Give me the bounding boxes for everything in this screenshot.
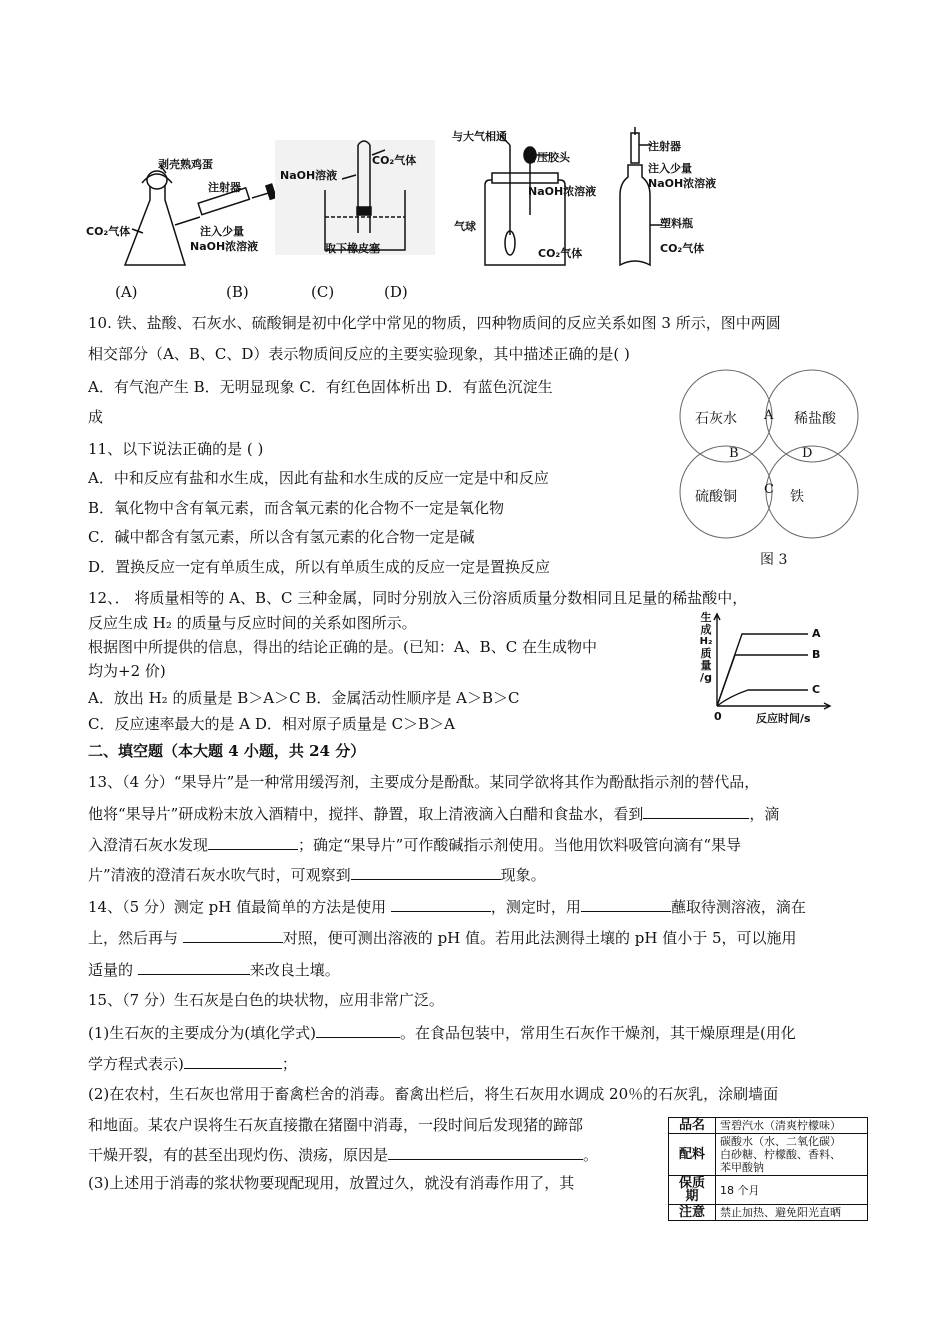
q15-blank-1[interactable] <box>316 1023 400 1038</box>
apparatus-figure <box>80 125 770 275</box>
table-row <box>669 1118 868 1134</box>
ylabel-char: /g <box>700 671 712 684</box>
q13-blank-1[interactable] <box>643 804 749 819</box>
q14-line-2-text: 上，然后再与 <box>88 929 179 947</box>
q14-line-1-text: 14、（5 分）测定 pH 值最简单的方法是使用 <box>88 898 387 916</box>
product-caution-header: 注意 <box>669 1205 716 1221</box>
venn-circle-cuso4: 硫酸铜 <box>695 489 737 505</box>
product-ingredients-value <box>716 1134 868 1176</box>
q14-blank-3[interactable] <box>183 928 283 943</box>
product-name-value: 雪碧汽水（清爽柠檬味） <box>716 1118 868 1134</box>
product-caution-value: 禁止加热、避免阳光直晒 <box>716 1205 868 1221</box>
series-c-label: C <box>812 683 821 696</box>
q13-line-1: 13、（4 分）“果导片”是一种常用缓泻剂，主要成分是酚酞。某同学欲将其作为酚酞指示剂的替代品， <box>88 773 760 791</box>
label-inject-a2: NaOH浓溶液 <box>190 240 259 253</box>
venn-region-d: D <box>802 446 813 461</box>
venn-region-b: B <box>729 446 739 461</box>
q14-blank-4[interactable] <box>138 960 250 975</box>
q15-blank-3[interactable] <box>388 1145 583 1160</box>
q13-blank-2[interactable] <box>208 835 298 850</box>
h2-graph <box>690 610 840 725</box>
q10-stem-2: 相交部分（A、B、C、D）表示物质间反应的主要实验现象，其中描述正确的是( ) <box>88 345 630 363</box>
venn-diagram <box>678 368 862 580</box>
q14-line-2 <box>88 928 797 947</box>
label-remove-b: 取下橡皮塞 <box>325 242 380 255</box>
h2-graph-origin: 0 <box>714 710 722 723</box>
q15-line-7: (3)上述用于消毒的浆状物要现配现用，放置过久，就没有消毒作用了，其 <box>88 1174 575 1192</box>
q12-stem-2: 反应生成 H₂ 的质量与反应时间的关系如图所示。 <box>88 614 417 632</box>
q15-line-4: (2)在农村，生石灰也常用于畜禽栏舍的消毒。畜禽出栏后，将生石灰用水调成 20％的石灰乳，涂刷墙面 <box>88 1085 779 1103</box>
q13-line-4 <box>88 865 546 884</box>
q11-stem: 11、以下说法正确的是 ( ) <box>88 440 264 458</box>
q15-blank-2[interactable] <box>184 1054 282 1069</box>
label-co2-b: CO₂气体 <box>372 154 417 167</box>
q15-line-3-text: 学方程式表示) <box>88 1055 184 1073</box>
ylabel-char: 质 <box>700 647 712 660</box>
ylabel-char: 成 <box>700 623 712 636</box>
q13-line-3-text: 入澄清石灰水发现 <box>88 836 209 854</box>
ingredients-line-2: 白砂糖、柠檬酸、香料、 <box>720 1148 841 1161</box>
q11-option-a: A．中和反应有盐和水生成，因此有盐和水生成的反应一定是中和反应 <box>88 469 549 487</box>
product-name-header: 品名 <box>669 1118 716 1134</box>
q14-line-3-text: 适量的 <box>88 961 134 979</box>
q13-line-2-tail: ，滴 <box>749 805 780 823</box>
q13-line-4-tail: 现象。 <box>500 866 546 884</box>
label-syringe-d: 注射器 <box>648 140 681 153</box>
venn-region-a: A <box>764 408 774 423</box>
h2-graph-ylabel <box>698 612 714 684</box>
q14-line-2-tail: 对照，便可测出溶液的 pH 值。若用此法测得土壤的 pH 值小于 5，可以施用 <box>282 929 797 947</box>
q12-stem-3: 根据图中所提供的信息，得出的结论正确的是。(已知：A、B、C 在生成物中 <box>88 638 597 656</box>
q15-line-3-tail: ； <box>281 1055 297 1073</box>
label-balloon-c: 气球 <box>454 220 476 233</box>
venn-circle-hcl: 稀盐酸 <box>794 411 836 427</box>
q15-line-2-tail: 。在食品包装中，常用生石灰作干燥剂，其干燥原理是(用化 <box>399 1024 796 1042</box>
q12-options-1: A．放出 H₂ 的质量是 B＞A＞C B．金属活动性顺序是 A＞B＞C <box>88 689 520 707</box>
q15-line-6-text: 干燥开裂，有的甚至出现灼伤、溃疡，原因是 <box>88 1146 389 1164</box>
label-syringe-a: 注射器 <box>208 181 241 194</box>
q12-stem-4: 均为+2 价) <box>88 662 166 680</box>
venn-circles <box>678 368 862 548</box>
q12-stem-1: 12、． 将质量相等的 A、B、C 三种金属，同时分别放入三份溶质质量分数相同且足量的稀盐酸中， <box>88 589 748 607</box>
label-squeeze-c: 挤压胶头 <box>526 151 570 164</box>
q13-line-3 <box>88 835 741 854</box>
series-a-label: A <box>812 627 821 640</box>
q10-stem-1: 10. 铁、盐酸、石灰水、硫酸铜是初中化学中常见的物质，四种物质间的反应关系如图 3 所示，图中两圆 <box>88 314 781 332</box>
venn-circle-limewater: 石灰水 <box>695 411 737 427</box>
ylabel-char: 生 <box>700 611 712 624</box>
q14-blank-2[interactable] <box>581 897 671 912</box>
series-a-line <box>717 634 808 706</box>
product-shelf-life-header: 保质期 <box>669 1176 716 1205</box>
label-co2-c: CO₂气体 <box>538 247 583 260</box>
ingredients-line-3: 苯甲酸钠 <box>720 1161 764 1174</box>
venn-region-c: C <box>764 482 774 497</box>
q15-line-6-tail: 。 <box>583 1146 599 1164</box>
apparatus-label-a: (A) <box>115 283 138 301</box>
section-2-heading: 二、填空题（本大题 4 小题，共 24 分） <box>88 742 366 760</box>
q14-line-1-mid: ，测定时，用 <box>490 898 581 916</box>
apparatus-label-b: (B) <box>226 283 249 301</box>
apparatus-label-d: (D) <box>384 283 408 301</box>
q15-line-6 <box>88 1145 598 1164</box>
table-row <box>669 1176 868 1205</box>
q13-line-2 <box>88 804 779 823</box>
q10-options-cont: 成 <box>88 408 104 426</box>
product-label-table <box>668 1117 868 1221</box>
q10-options: A．有气泡产生 B．无明显现象 C．有红色固体析出 D．有蓝色沉淀生 <box>88 378 553 396</box>
venn-circle-iron: 铁 <box>790 489 804 505</box>
product-ingredients-header: 配料 <box>669 1134 716 1176</box>
apparatus-label-c: (C) <box>311 283 335 301</box>
label-naoh-c: NaOH浓溶液 <box>528 185 597 198</box>
q13-line-3-tail: ；确定“果导片”可作酸碱指示剂使用。当他用饮料吸管向滴有“果导 <box>298 836 742 854</box>
q12-options-2: C．反应速率最大的是 A D．相对原子质量是 C＞B＞A <box>88 715 455 733</box>
q15-line-2 <box>88 1023 796 1042</box>
q13-line-2-text: 他将“果导片”研成粉末放入酒精中，搅拌、静置，取上清液滴入白醋和食盐水，看到 <box>88 805 644 823</box>
table-row <box>669 1205 868 1221</box>
q14-line-1-tail: 蘸取待测溶液，滴在 <box>670 898 806 916</box>
series-c-line <box>717 690 808 706</box>
q11-option-d: D．置换反应一定有单质生成，所以有单质生成的反应一定是置换反应 <box>88 558 551 576</box>
venn-caption: 图 3 <box>760 552 788 568</box>
label-co2-a: CO₂气体 <box>86 225 131 238</box>
q15-line-3 <box>88 1054 297 1073</box>
q14-line-1 <box>88 897 806 916</box>
q11-option-b: B．氧化物中含有氧元素，而含氧元素的化合物不一定是氧化物 <box>88 499 505 517</box>
q14-line-3-tail: 来改良土壤。 <box>249 961 340 979</box>
q15-line-1: 15、（7 分）生石灰是白色的块状物，应用非常广泛。 <box>88 991 444 1009</box>
label-egg: 剥壳熟鸡蛋 <box>158 158 213 171</box>
label-inject-d2: NaOH浓溶液 <box>648 177 717 190</box>
label-bottle-d: 塑料瓶 <box>660 217 693 230</box>
table-row <box>669 1134 868 1176</box>
q15-line-2-text: (1)生石灰的主要成分为(填化学式) <box>88 1024 316 1042</box>
q15-line-5: 和地面。某农户误将生石灰直接撒在猪圈中消毒，一段时间后发现猪的蹄部 <box>88 1116 584 1134</box>
h2-graph-xlabel: 反应时间/s <box>756 712 811 725</box>
ylabel-char: H₂ <box>699 636 713 647</box>
q13-blank-3[interactable] <box>351 865 501 880</box>
label-inject-a1: 注入少量 <box>200 225 244 238</box>
q14-blank-1[interactable] <box>391 897 491 912</box>
series-b-label: B <box>812 648 821 661</box>
label-air-c: 与大气相通 <box>452 130 507 143</box>
q14-line-3 <box>88 960 340 979</box>
label-co2-d: CO₂气体 <box>660 242 705 255</box>
product-shelf-life-value: 18 个月 <box>716 1176 868 1205</box>
label-inject-d1: 注入少量 <box>648 162 692 175</box>
label-naoh-b: NaOH溶液 <box>280 169 338 182</box>
q13-line-4-text: 片”清液的澄清石灰水吹气时，可观察到 <box>88 866 351 884</box>
series-b-line <box>717 655 808 706</box>
q11-option-c: C．碱中都含有氢元素，所以含有氢元素的化合物一定是碱 <box>88 528 475 546</box>
ylabel-char: 量 <box>700 659 712 672</box>
ingredients-line-1: 碳酸水（水、二氧化碳） <box>720 1135 841 1148</box>
